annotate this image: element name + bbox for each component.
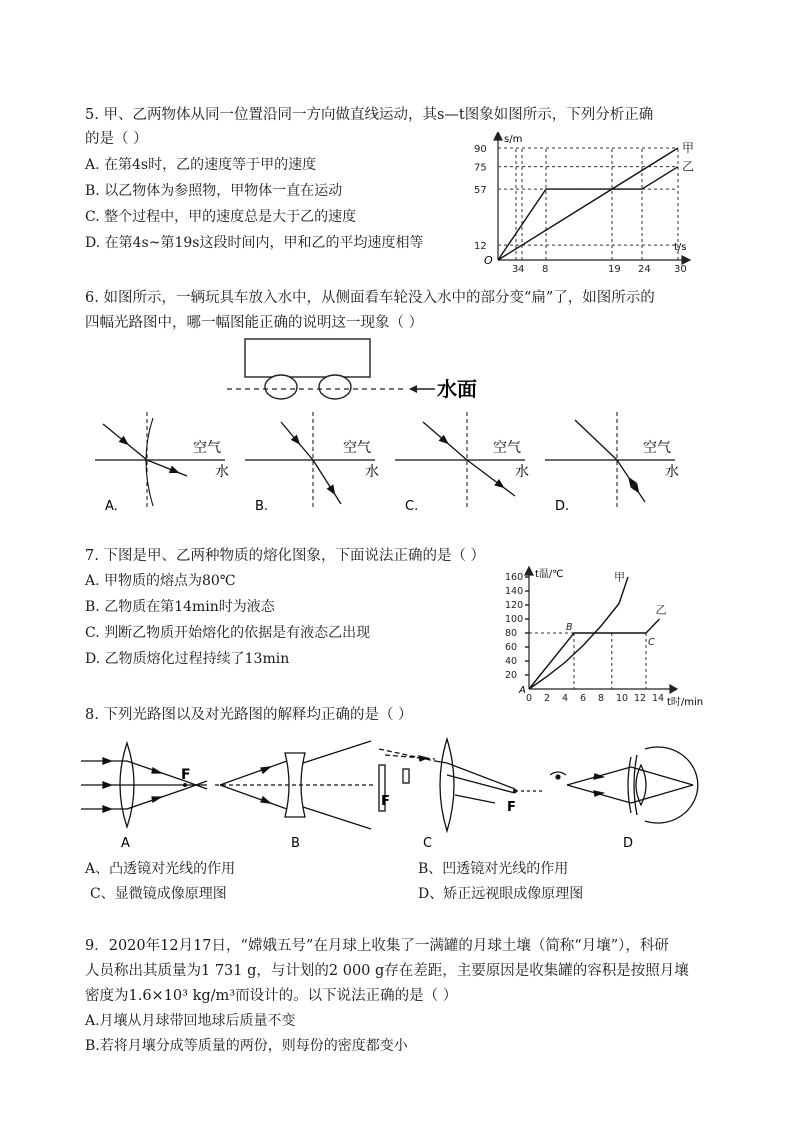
q8-option-a: A、凸透镜对光线的作用 <box>85 861 236 877</box>
q6-light-path-panels <box>95 410 715 520</box>
q7-stem: 7. 下图是甲、乙两种物质的熔化图象，下面说法正确的是（ ） <box>85 548 486 564</box>
q9-option-a: A.月壤从月球带回地球后质量不变 <box>85 1013 296 1029</box>
q6-incident-ray <box>575 420 617 460</box>
q7-xtick-label: 6 <box>580 693 587 704</box>
q7-option-a: A. 甲物质的熔点为80℃ <box>85 573 236 589</box>
q7-ytick-label: 140 <box>505 586 524 597</box>
q5-xtick-label: 3 <box>512 264 519 272</box>
q7-y-label: t温/℃ <box>535 569 564 580</box>
q6-panel-d <box>545 412 679 514</box>
q5-option-a: A. 在第4s时，乙的速度等于甲的速度 <box>85 157 317 173</box>
q7-xtick-label: 4 <box>562 693 569 704</box>
q5-ytick-label: 57 <box>474 185 487 197</box>
q8-option-b: B、凹透镜对光线的作用 <box>418 861 569 877</box>
q7-ytick-label: 20 <box>505 670 518 681</box>
q5-xtick-label: 8 <box>542 264 549 272</box>
q5-ytick-label: 90 <box>474 144 487 155</box>
q8-option-c: C、显微镜成像原理图 <box>90 886 227 902</box>
q5-stem-line1: 5. 甲、乙两物体从同一位置沿同一方向做直线运动，其s—t图象如图所示，下列分析正确 <box>85 107 654 123</box>
q5-y-arrow <box>494 132 502 140</box>
q7-ytick-label: 160 <box>505 572 524 583</box>
q6-stem-line1: 6. 如图所示，一辆玩具车放入水中，从侧面看车轮没入水中的部分变“扁”了，如图所示的 <box>85 290 655 306</box>
q5-series-line-yi <box>498 167 678 260</box>
q6-water-label: 水 <box>665 464 679 480</box>
q8-fig-label-d: D <box>623 836 634 851</box>
q5-stem-line2: 的是（ ） <box>85 131 148 147</box>
q7-xtick-label: 0 <box>526 693 533 704</box>
q5-xtick-label: 4 <box>518 264 525 272</box>
q9-stem-line1: 9．2020年12月17日，“嫦娥五号”在月球上收集了一满罐的月球土壤（简称“月壤”），科研 <box>85 938 669 954</box>
q7-series-yi <box>529 619 660 689</box>
eye-symbol-icon <box>550 772 566 779</box>
q6-stem-line2: 四幅光路图中，哪一幅图能正确的说明这一现象（ ） <box>85 315 424 331</box>
q6-water-label: 水 <box>215 464 229 480</box>
q7-series-label: 甲 <box>614 570 625 584</box>
q6-toy-car-figure <box>225 335 515 405</box>
q7-series-label: 乙 <box>655 603 667 617</box>
q5-series-line-jia <box>498 148 678 260</box>
q6-panel-label: B. <box>255 499 269 514</box>
q6-panel-label: A. <box>105 499 118 514</box>
q7-xtick-label: 2 <box>544 693 551 704</box>
q6-refracted-ray <box>313 460 341 504</box>
q7-option-d: D. 乙物质熔化过程持续了13min <box>85 651 290 667</box>
q9-option-b: B.若将月壤分成等质量的两份，则每份的密度都变小 <box>85 1038 408 1054</box>
q7-ytick-label: 40 <box>505 656 518 667</box>
q8-fig-d-eye-correction <box>567 747 698 823</box>
q6-air-label: 空气 <box>193 440 221 456</box>
q8-fig-label-b: B <box>291 836 300 851</box>
q7-option-b: B. 乙物质在第14min时为液态 <box>85 599 275 615</box>
q7-ytick-label: 60 <box>505 642 518 653</box>
q8-light-diagrams <box>75 735 715 853</box>
q5-series-label: 乙 <box>682 159 695 174</box>
q6-panel-label: C. <box>405 499 419 514</box>
q7-point-b: B <box>566 622 573 633</box>
q7-x-label: t时/min <box>667 697 704 707</box>
q6-panel-c <box>395 412 529 514</box>
q8-fig-a-convex-lens <box>81 743 207 827</box>
water-surface-label: 水面 <box>437 377 477 401</box>
q8-fig-c-focus-left: F <box>381 794 390 809</box>
q5-xtick-label: 24 <box>638 264 651 272</box>
q6-air-label: 空气 <box>493 440 521 456</box>
q6-ray-arrow <box>169 466 181 477</box>
q6-water-label: 水 <box>515 464 529 480</box>
q6-ray-arrow <box>494 479 507 491</box>
q5-series-label: 甲 <box>682 141 695 155</box>
q6-panel-b <box>245 412 379 514</box>
q5-xtick-label: 19 <box>608 264 621 272</box>
q6-panel-a <box>95 412 229 514</box>
q8-fig-label-c: C <box>423 836 433 851</box>
q8-fig-b-concave-lens <box>215 741 375 829</box>
q7-point-c: C <box>648 637 655 648</box>
q5-x-label: t/s <box>674 242 687 253</box>
q6-refracted-ray <box>147 460 187 476</box>
q8-fig-c-microscope <box>379 739 545 831</box>
q5-option-c: C. 整个过程中，甲的速度总是大于乙的速度 <box>85 209 357 225</box>
car-body <box>245 339 370 377</box>
q6-ray-arrow <box>327 484 339 497</box>
q8-stem: 8. 下列光路图以及对光路图的解释均正确的是（ ） <box>85 707 413 723</box>
q7-origin: A <box>519 685 526 696</box>
q5-option-d: D. 在第4s~第19s这段时间内，甲和乙的平均速度相等 <box>85 235 424 251</box>
q7-ytick-label: 120 <box>505 600 524 611</box>
q7-option-c: C. 判断乙物质开始熔化的依据是有液态乙出现 <box>85 625 371 641</box>
q7-xtick-label: 8 <box>598 693 605 704</box>
car-wheel-right <box>319 375 351 399</box>
q6-panel-label: D. <box>555 499 570 514</box>
q5-st-chart <box>470 132 710 272</box>
q7-xtick-label: 10 <box>616 693 629 704</box>
q8-fig-a-focus: F <box>181 767 191 783</box>
q6-air-label: 空气 <box>643 440 671 456</box>
q9-stem-line2: 人员称出其质量为1 731 g，与计划的2 000 g存在差距，主要原因是收集罐的容积是按照月壤 <box>85 963 689 979</box>
q7-xtick-label: 14 <box>652 693 665 704</box>
q6-air-label: 空气 <box>343 440 371 456</box>
q6-water-label: 水 <box>365 464 379 480</box>
q5-x-arrow <box>682 256 690 264</box>
q6-refracted-ray <box>467 460 515 496</box>
q8-fig-label-a: A <box>121 836 130 851</box>
q5-ytick-label: 12 <box>474 241 487 253</box>
car-wheel-left <box>265 375 297 399</box>
q8-option-d: D、矫正远视眼成像原理图 <box>418 886 584 902</box>
q7-ytick-label: 100 <box>505 614 524 625</box>
q7-melting-chart <box>495 565 715 707</box>
q5-ytick-label: 75 <box>474 162 487 174</box>
q5-origin: O <box>484 254 493 267</box>
q5-y-label: s/m <box>504 134 523 145</box>
q5-xtick-label: 30 <box>674 264 687 272</box>
q9-stem-line3: 密度为1.6×10³ kg/m³而设计的。以下说法正确的是（ ） <box>85 988 458 1004</box>
q5-option-b: B. 以乙物体为参照物，甲物体一直在运动 <box>85 183 343 199</box>
q7-xtick-label: 12 <box>634 693 647 704</box>
q7-ytick-label: 80 <box>505 628 518 639</box>
q8-fig-c-focus-right: F <box>507 800 516 815</box>
